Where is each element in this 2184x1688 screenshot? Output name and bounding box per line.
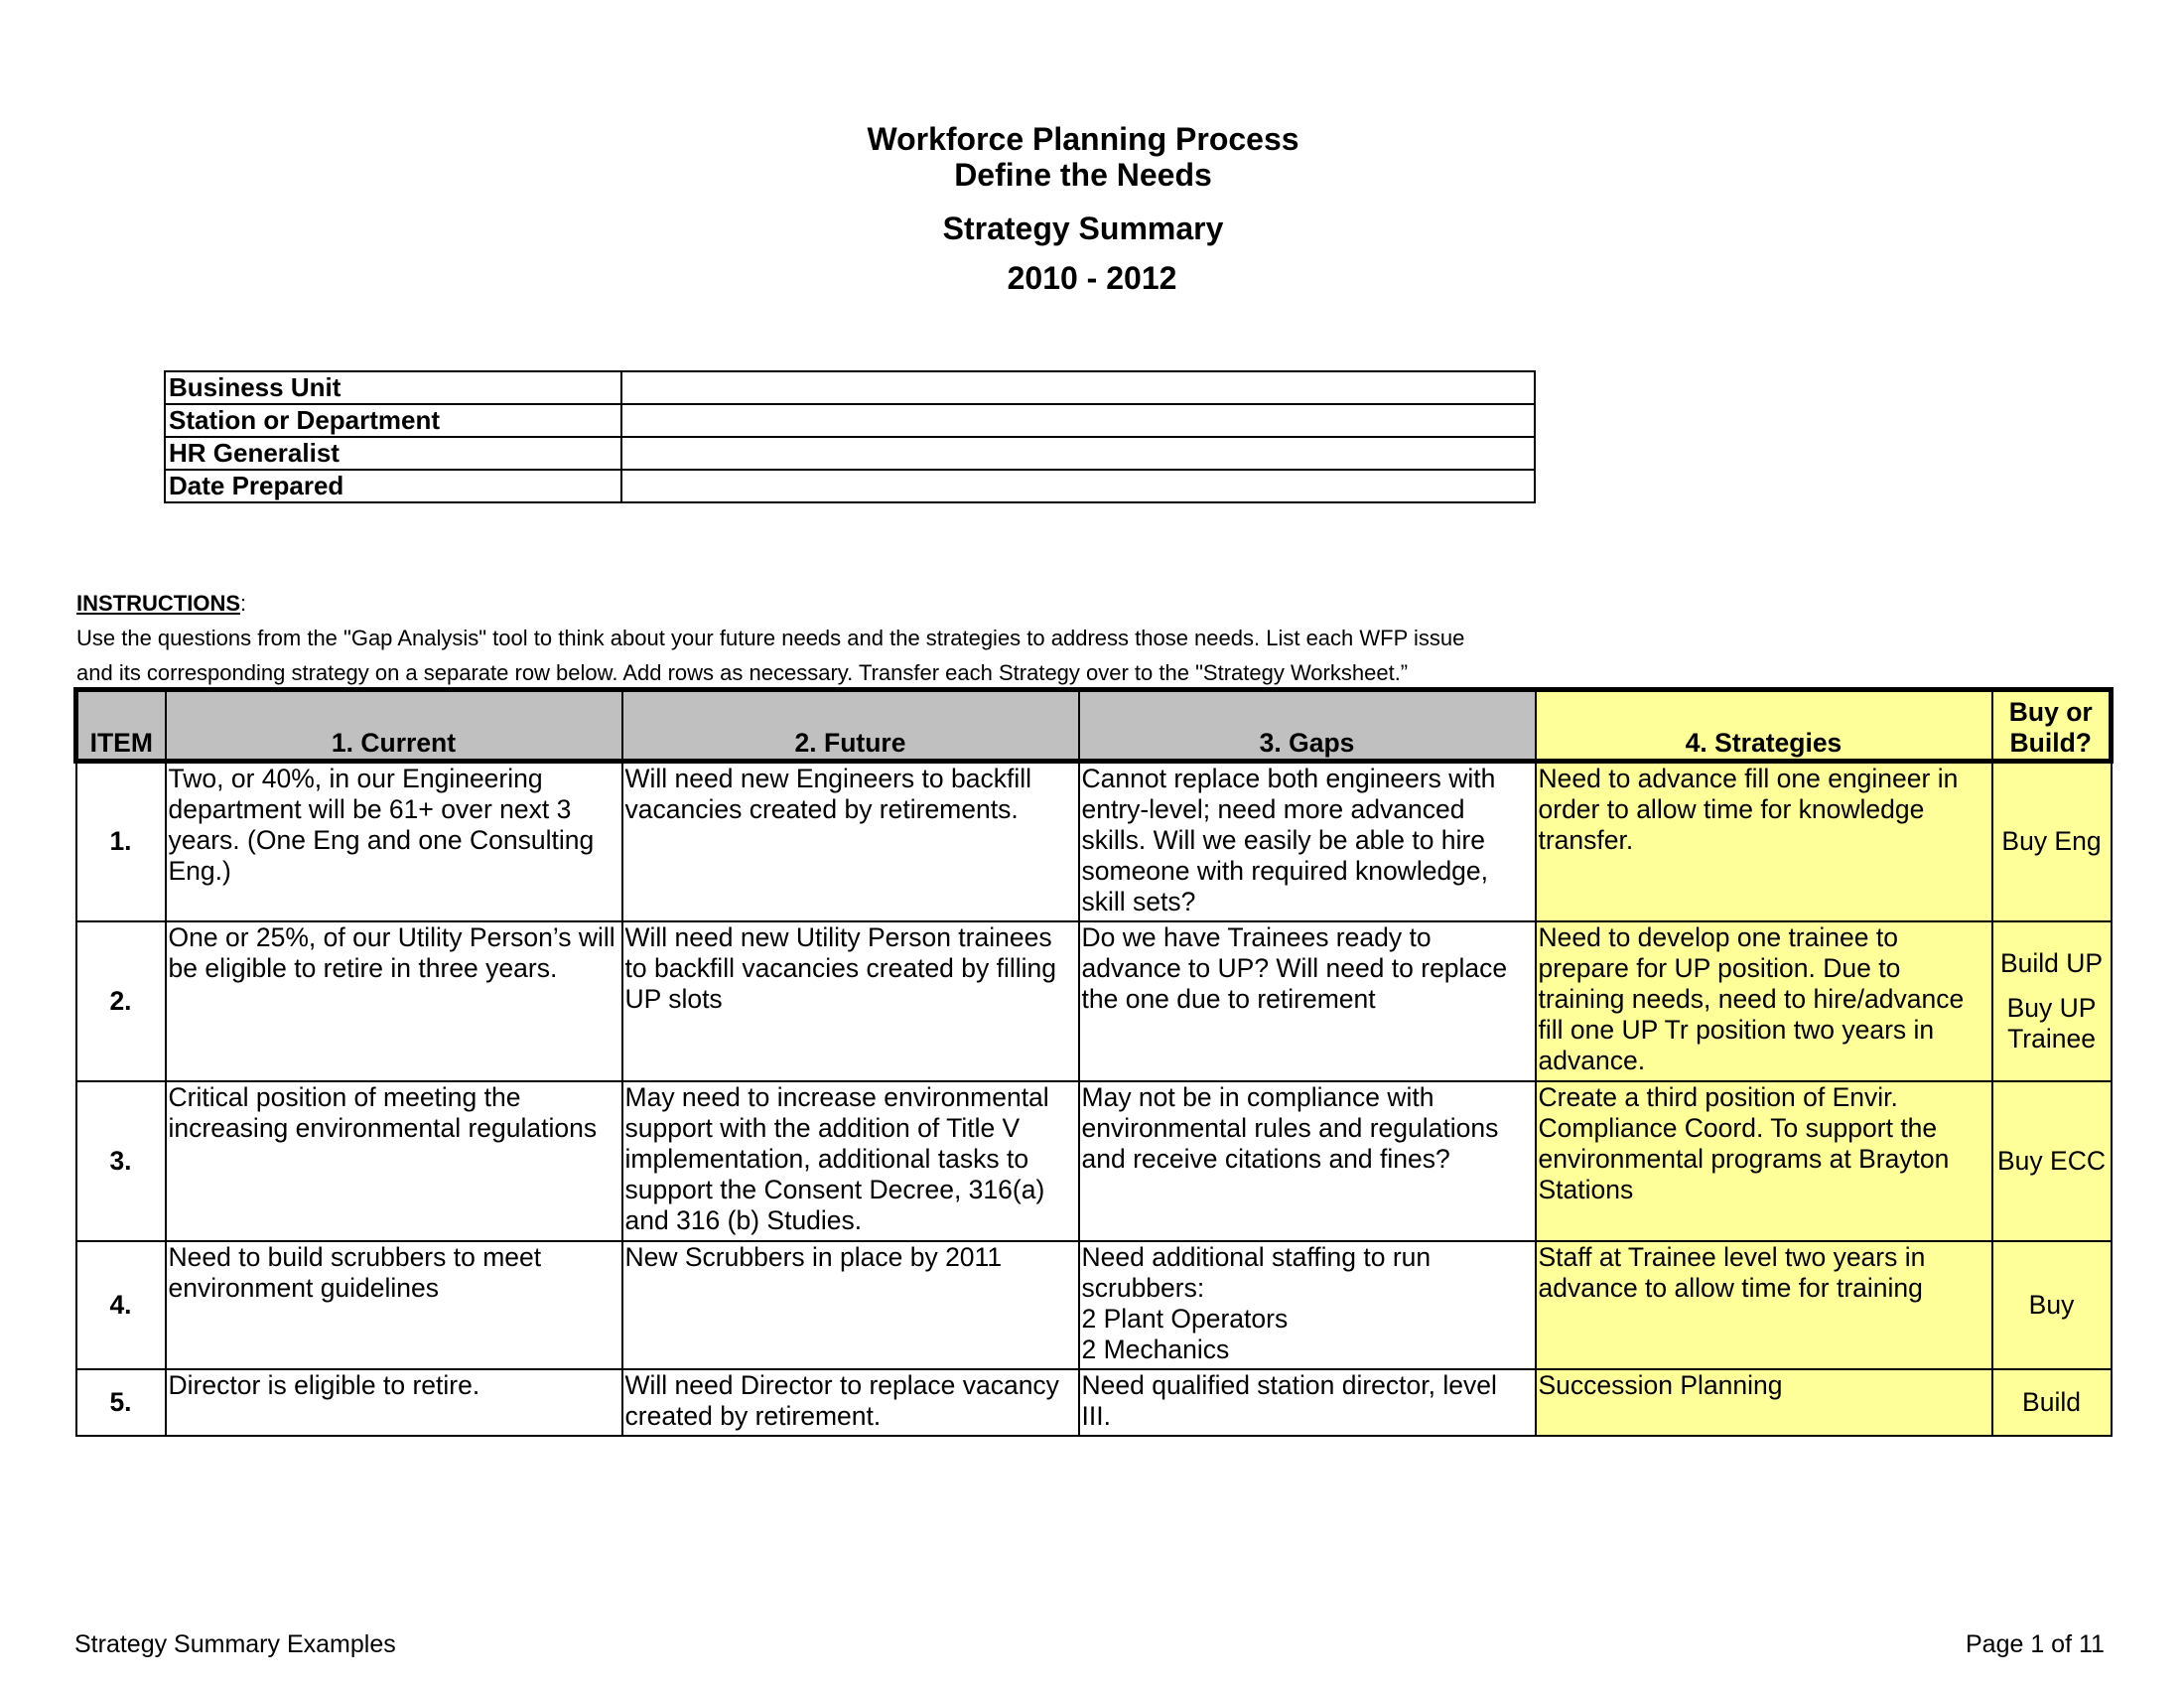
row-current: Director is eligible to retire. <box>166 1369 622 1436</box>
row-gaps: Do we have Trainees ready to advance to UP? Will need to replace the one due to retirement <box>1079 921 1536 1081</box>
section-title: Strategy Summary <box>942 211 1224 246</box>
row-buy-build <box>1992 762 2112 921</box>
row-future: Will need new Engineers to backfill vacancies created by retirements. <box>622 762 1079 921</box>
table-row <box>76 762 2112 921</box>
row-current: Need to build scrubbers to meet environment guidelines <box>166 1241 622 1369</box>
row-buy-build <box>1992 1369 2112 1436</box>
row-strategies: Create a third position of Envir. Compliance Coord. To support the environmental programs at Brayton Stations <box>1536 1081 1992 1241</box>
info-row-station <box>165 404 1535 437</box>
info-label: Business Unit <box>165 371 621 404</box>
buy-build-value: Buy <box>2028 1289 2075 1320</box>
row-current: Critical position of meeting the increasing environmental regulations <box>166 1081 622 1241</box>
row-buy-build <box>1992 921 2112 1081</box>
row-future: New Scrubbers in place by 2011 <box>622 1241 1079 1369</box>
info-label: HR Generalist <box>165 437 621 470</box>
info-table <box>164 370 1536 503</box>
row-buy-build <box>1992 1081 2112 1241</box>
instructions-line-1: Use the questions from the "Gap Analysis" tool to think about your future needs and the strategies to address those needs. List each WFP issue <box>76 626 1465 650</box>
buy-build-value: Build <box>2022 1386 2081 1417</box>
table-row <box>76 921 2112 1081</box>
row-item-number: 4. <box>76 1241 166 1369</box>
info-row-business-unit <box>165 371 1535 404</box>
row-strategies: Succession Planning <box>1536 1369 1992 1436</box>
header-buy-build: Buy or Build? <box>1992 690 2112 762</box>
table-row <box>76 1369 2112 1436</box>
strategy-table <box>73 687 2114 1437</box>
row-strategies: Staff at Trainee level two years in advance to allow time for training <box>1536 1241 1992 1369</box>
footer-page-number: Page 1 of 11 <box>1966 1630 2105 1658</box>
buy-build-value: Build UP <box>1999 947 2104 978</box>
header-gaps: 3. Gaps <box>1079 690 1536 762</box>
header-strategies: 4. Strategies <box>1536 690 1992 762</box>
row-gaps: May not be in compliance with environmental rules and regulations and receive citations and fines? <box>1079 1081 1536 1241</box>
table-header-row <box>76 690 2112 762</box>
row-buy-build <box>1992 1241 2112 1369</box>
buy-build-value: Buy UP Trainee <box>2006 992 2097 1054</box>
footer-document-name: Strategy Summary Examples <box>74 1630 396 1658</box>
row-current: Two, or 40%, in our Engineering department will be 61+ over next 3 years. (One Eng and one Consulting Eng.) <box>166 762 622 921</box>
header-current: 1. Current <box>166 690 622 762</box>
info-row-date-prepared <box>165 470 1535 502</box>
header-future: 2. Future <box>622 690 1079 762</box>
page-subtitle: Define the Needs <box>954 157 1212 193</box>
table-row <box>76 1081 2112 1241</box>
header-item: ITEM <box>76 690 166 762</box>
info-value-field[interactable] <box>621 437 1535 470</box>
instructions-heading-line: INSTRUCTIONS: <box>76 591 247 616</box>
instructions <box>76 586 1464 690</box>
info-value-field[interactable] <box>621 470 1535 502</box>
row-item-number: 3. <box>76 1081 166 1241</box>
date-range: 2010 - 2012 <box>1007 260 1177 296</box>
instructions-line-2: and its corresponding strategy on a separate row below. Add rows as necessary. Transfer each Strategy over to the "Strategy Worksheet.” <box>76 660 1409 685</box>
row-item-number: 2. <box>76 921 166 1081</box>
info-row-hr-generalist <box>165 437 1535 470</box>
buy-build-value: Buy ECC <box>1997 1145 2106 1176</box>
buy-build-value: Buy Eng <box>2001 826 2102 857</box>
instructions-heading: INSTRUCTIONS <box>76 591 240 616</box>
row-gaps: Cannot replace both engineers with entry-level; need more advanced skills. Will we easily be able to hire someone with required knowledge, skill sets? <box>1079 762 1536 921</box>
info-value-field[interactable] <box>621 371 1535 404</box>
row-item-number: 1. <box>76 762 166 921</box>
info-label: Date Prepared <box>165 470 621 502</box>
row-item-number: 5. <box>76 1369 166 1436</box>
row-future: Will need Director to replace vacancy created by retirement. <box>622 1369 1079 1436</box>
row-strategies: Need to advance fill one engineer in order to allow time for knowledge transfer. <box>1536 762 1992 921</box>
info-value-field[interactable] <box>621 404 1535 437</box>
row-future: Will need new Utility Person trainees to backfill vacancies created by filling UP slots <box>622 921 1079 1081</box>
page-title: Workforce Planning Process <box>867 121 1299 157</box>
row-future: May need to increase environmental support with the addition of Title V implementation, additional tasks to support the Consent Decree, 316(a) and 316 (b) Studies. <box>622 1081 1079 1241</box>
table-row <box>76 1241 2112 1369</box>
row-gaps: Need qualified station director, level III. <box>1079 1369 1536 1436</box>
row-strategies: Need to develop one trainee to prepare for UP position. Due to training needs, need to hire/advance fill one UP Tr position two years in advance. <box>1536 921 1992 1081</box>
row-current: One or 25%, of our Utility Person’s will be eligible to retire in three years. <box>166 921 622 1081</box>
row-gaps: Need additional staffing to run scrubbers: 2 Plant Operators 2 Mechanics <box>1079 1241 1536 1369</box>
info-label: Station or Department <box>165 404 621 437</box>
